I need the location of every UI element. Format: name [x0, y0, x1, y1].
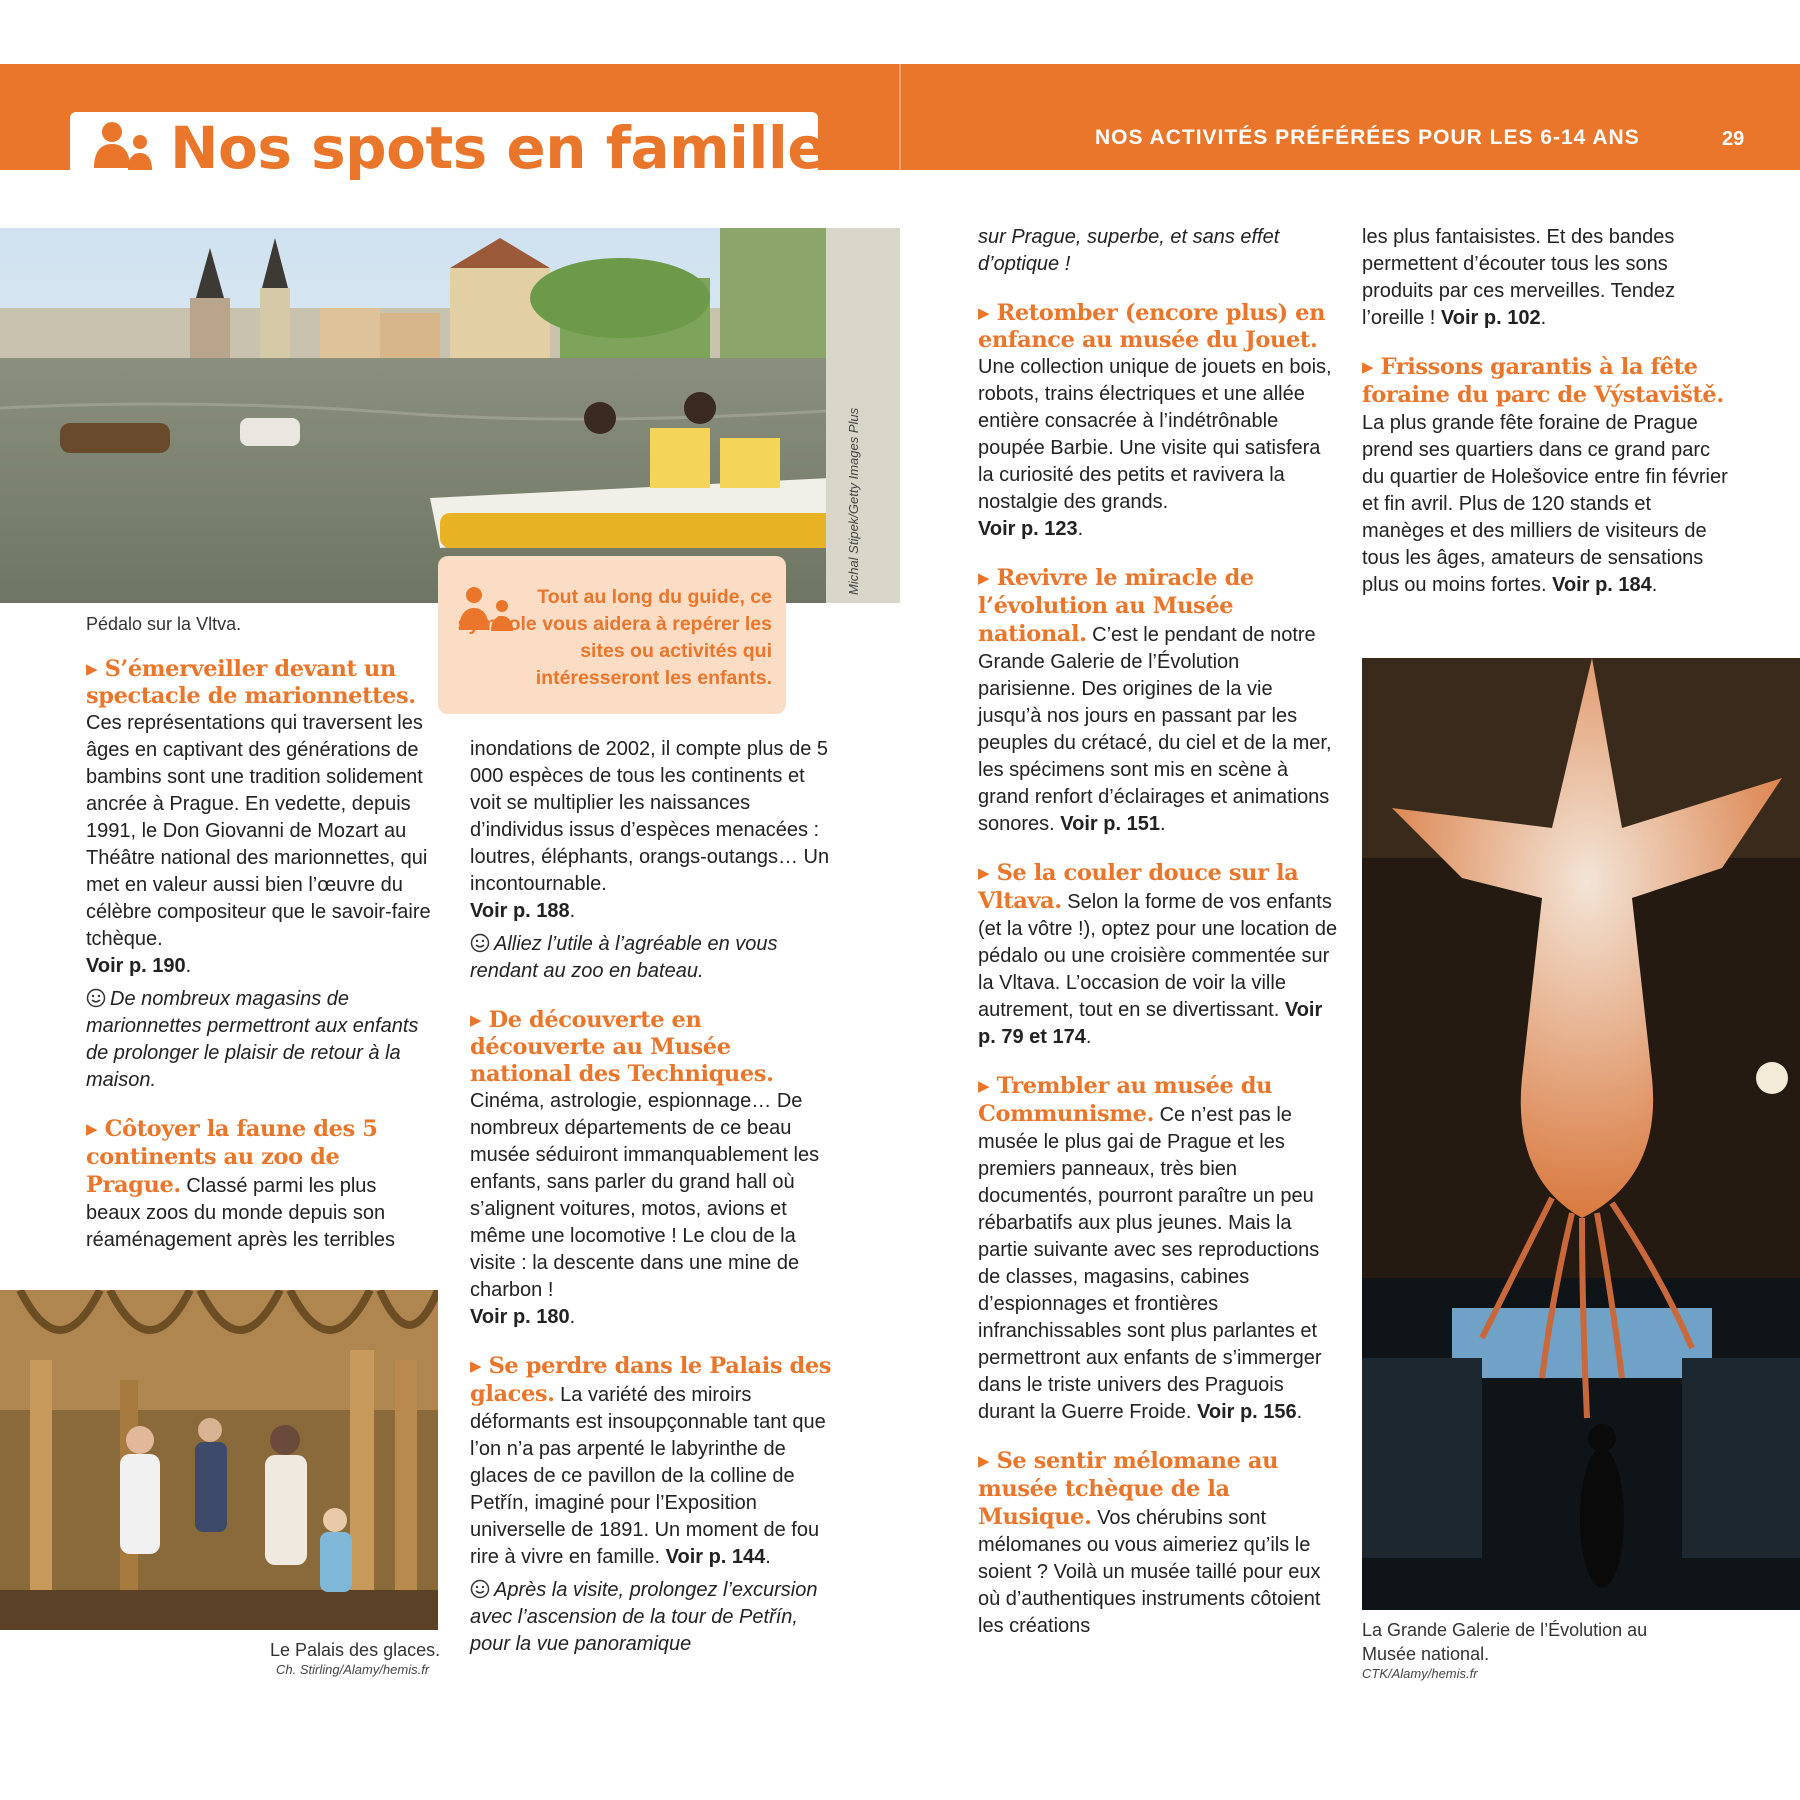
article-marionnettes: ▶ S’émerveiller devant un spectacle de marionnettes. Ces représentations qui traversent les âges en captivant des générations de bambins sont une tradition solidement ancrée à Prague. En vedette, depuis 1991, le Don Giovanni de Mozart au Théâtre national des marionnettes, qui met en valeur aussi bien l’œuvre du célèbre compositeur que le savoir-faire tchèque. Voir p. 190. De nombreux magasins de marionnettes permettront aux enfants de prolonger le plaisir de retour à la maison. [86, 656, 436, 1094]
page-title: Nos spots en famille [170, 114, 827, 182]
article-zoo-cont: inondations de 2002, il compte plus de 5 000 espèces de tous les continents et voit se multiplier les naissances d’individus issus d’espèces menacées : loutres, éléphants, orangs-outangs… Un incontournable. Voir p. 188. Alliez l’utile à l’agréable en vous rendant au zoo en bateau. [470, 736, 832, 985]
page-gutter [899, 64, 901, 170]
body-musique: Vos chérubins sont mélomanes ou vous aimeriez qu’ils le soient ? Voilà un musée taillé pour eux où d’authentiques instruments côtoient les créations [978, 1507, 1321, 1637]
page-ref: Voir p. 156 [1197, 1401, 1297, 1423]
tip-text: De nombreux magasins de marionnettes permettront aux enfants de prolonger le plaisir de retour à la maison. [86, 988, 419, 1091]
article-musique [978, 1448, 1338, 1640]
column-2 [470, 736, 832, 1680]
page-ref: Voir p. 102 [1440, 307, 1541, 329]
arrow-icon: ▶ [470, 1011, 482, 1029]
column-1 [86, 656, 436, 1276]
body-zoo: Classé parmi les plus beaux zoos du monde depuis son réaménagement après les terribles [86, 1175, 396, 1251]
article-evolution: ▶ Revivre le miracle de l’évolution au Musée national. C’est le pendant de notre Grande Galerie de l’Évolution parisienne. Des origines de la vie jusqu’à nos jours en passant par les peuples du crétacé, du ciel et de la mer, les spécimens sont mis en scène à grand renfort d’éclairages et animations sonores. Voir p. 151. [978, 565, 1332, 835]
heading-text: De découverte en découverte au Musée national des Techniques. [470, 1007, 774, 1087]
pedalo-caption: Pédalo sur la Vltva. [86, 614, 242, 634]
body-communisme: Ce n’est pas le musée le plus gai de Prague et les premiers panneaux, très bien documentés, pourront paraître un peu rébarbatifs aux plus jeunes. Mais la partie suivante avec ses reproductions de classes, magasins, cabines d’espionnages et frontières infranchissables sont plus parlantes et permettront aux enfants de s’immerger dans le triste univers des Praguois durant la Guerre Froide. [978, 1104, 1322, 1423]
body-jouet: Une collection unique de jouets en bois, robots, trains électriques et une allée entière consacrée à l’indétrônable poupée Barbie. Une visite qui satisfera la curiosité des petits et ravivera la nostalgie des grands. [978, 356, 1332, 513]
body-zoo-cont: inondations de 2002, il compte plus de 5 000 espèces de tous les continents et voit se multiplier les naissances d’individus issus d’espèces menacées : loutres, éléphants, orangs-outangs… Un incontournable. [470, 738, 830, 895]
heading-text: Trembler au musée du Communisme. [978, 1073, 1273, 1127]
column-4 [1362, 224, 1732, 621]
heading-techniques [470, 1007, 832, 1088]
tip-marionnettes [86, 986, 436, 1094]
tip-text: Alliez l’utile à l’agréable en vous rendant au zoo en bateau. [470, 933, 778, 982]
body-vltava: Selon la forme de vos enfants (et la vôtre !), optez pour une location de pédalo ou une croisière commentée sur la Vltava. L’occasion de voir la ville autrement, tout en se divertissant. [978, 891, 1338, 1021]
arrow-icon: ▶ [978, 1452, 990, 1470]
page-ref: Voir p. 184 [1552, 574, 1652, 596]
pedalo-credit: Michal Stipek/Getty Images Plus [846, 407, 861, 595]
heading-text: Revivre le miracle de l’évolution au Musée national. [978, 565, 1254, 647]
page-ref: Voir p. 180 [470, 1306, 570, 1328]
heading-marionnettes [86, 656, 436, 710]
smiley-icon [86, 988, 106, 1008]
article-fete: ▶ Frissons garantis à la fête foraine du parc de Výstaviště. La plus grande fête foraine de Prague prend ses quartiers dans ce grand parc du quartier de Holešovice entre fin février et fin avril. Plus de 120 stands et manèges et des milliers de visiteurs de tous les âges, amateurs de sensations plus ou moins fortes. Voir p. 184. [1362, 354, 1728, 596]
body-musique-cont: les plus fantaisistes. Et des bandes permettent d’écouter tous les sons produits par ces merveilles. Tendez l’oreille ! [1362, 226, 1676, 329]
article-musique-cont: les plus fantaisistes. Et des bandes permettent d’écouter tous les sons produits par ces merveilles. Tendez l’oreille ! Voir p. 102. [1362, 226, 1676, 329]
page-ref: Voir p. 123 [978, 518, 1078, 540]
palais-caption: Le Palais des glaces. [270, 1640, 441, 1660]
palais-photo [0, 1290, 438, 1630]
palais-credit: Ch. Stirling/Alamy/hemis.fr [276, 1662, 430, 1677]
tip-text: Après la visite, prolongez l’excursion avec l’ascension de la tour de Petřín, pour la vue panoramique [470, 1579, 818, 1655]
article-zoo [86, 1116, 436, 1254]
article-techniques: ▶ De découverte en découverte au Musée national des Techniques. Cinéma, astrologie, espionnage… De nombreux départements de ce beau musée séduiront immanquablement les enfants, sans parler du grand hall où s’alignent voitures, motos, avions et même une locomotive ! Le clou de la visite : la descente dans une mine de charbon ! Voir p. 180. [470, 1007, 832, 1331]
body-marionnettes: Ces représentations qui traversent les âges en captivant des générations de bambins sont une tradition solidement ancrée à Prague. En vedette, depuis 1991, le Don Giovanni de Mozart au Théâtre national des marionnettes, qui met en valeur aussi bien l’œuvre du célèbre compositeur que le savoir-faire tchèque. [86, 712, 431, 950]
body-evolution: C’est le pendant de notre Grande Galerie de l’Évolution parisienne. Des origines de la vie jusqu’à nos jours en passant par les peuples du crétacé, du ciel et de la mer, les spécimens sont mis en scène à grand renfort d’éclairages et animations sonores. [978, 624, 1332, 835]
body-techniques: Cinéma, astrologie, espionnage… De nombreux départements de ce beau musée séduiront immanquablement les enfants, sans parler du grand hall où s’alignent voitures, motos, avions et même une locomotive ! Le clou de la visite : la descente dans une mine de charbon ! [470, 1090, 820, 1301]
arrow-icon: ▶ [86, 660, 98, 678]
heading-text: Retomber (encore plus) en enfance au musée du Jouet. [978, 300, 1326, 353]
smiley-icon [470, 933, 490, 953]
heading-text: Se perdre dans le Palais des glaces. [470, 1353, 832, 1407]
heading-fete [1362, 354, 1724, 408]
smiley-icon [470, 1579, 490, 1599]
arrow-icon: ▶ [978, 864, 990, 882]
arrow-icon: ▶ [978, 1077, 990, 1095]
page-ref: Voir p. 188 [470, 900, 570, 922]
musee-caption: La Grande Galerie de l’Évolution au Musée national. [1362, 1620, 1648, 1664]
family-icon [92, 120, 156, 172]
page-ref: Voir p. 144 [665, 1546, 766, 1568]
tip-palais [470, 1577, 832, 1658]
column-3 [978, 224, 1338, 1662]
heading-jouet [978, 300, 1338, 354]
arrow-icon: ▶ [978, 569, 990, 587]
arrow-icon: ▶ [1362, 358, 1374, 376]
article-vltava: ▶ Se la couler douce sur la Vltava. Selon la forme de vos enfants (et la vôtre !), optez pour une location de pédalo ou une croisière commentée sur la Vltava. L’occasion de voir la ville autrement, tout en se divertissant. Voir p. 79 et 174. [978, 860, 1338, 1048]
tip-palais-cont: sur Prague, superbe, et sans effet d’optique ! [978, 226, 1280, 275]
page-number: 29 [1722, 128, 1745, 150]
tip-zoo [470, 931, 832, 985]
arrow-icon: ▶ [470, 1357, 482, 1375]
musee-credit: CTK/Alamy/hemis.fr [1362, 1666, 1478, 1681]
page-ref: Voir p. 79 et 174 [978, 999, 1323, 1048]
body-fete: La plus grande fête foraine de Prague prend ses quartiers dans ce grand parc du quartier de Holešovice entre fin février et fin avril. Plus de 120 stands et manèges et des milliers de visiteurs de tous les âges, amateurs de sensations plus ou moins fortes. [1362, 412, 1728, 596]
article-jouet: ▶ Retomber (encore plus) en enfance au musée du Jouet. Une collection unique de jouets en bois, robots, trains électriques et une allée entière consacrée à l’indétrônable poupée Barbie. Une visite qui satisfera la curiosité des petits et ravivera la nostalgie des grands. Voir p. 123. [978, 300, 1338, 543]
arrow-icon: ▶ [978, 304, 990, 322]
arrow-icon: ▶ [86, 1120, 98, 1138]
page-ref: Voir p. 190 [86, 955, 186, 977]
pedalo-photo [0, 228, 900, 603]
heading-text: S’émerveiller devant un spectacle de marionnettes. [86, 656, 416, 709]
page-ref: Voir p. 151 [1060, 813, 1160, 835]
musee-photo [1362, 658, 1800, 1610]
heading-text: Se la couler douce sur la Vltava. [978, 860, 1299, 914]
heading-text: Frissons garantis à la fête foraine du parc de Výstaviště. [1362, 354, 1724, 408]
heading-text: Côtoyer la faune des 5 continents au zoo de Prague. [86, 1116, 378, 1198]
callout-text: Tout au long du guide, ce symbole vous aidera à repérer les sites ou activités qui intéresseront les enfants. [457, 586, 772, 689]
article-communisme: ▶ Trembler au musée du Communisme. Ce n’est pas le musée le plus gai de Prague et les premiers panneaux, très bien documentés, pourront paraître un peu rébarbatifs aux plus jeunes. Mais la partie suivante avec ses reproductions de classes, magasins, cabines d’espionnages et frontières infranchissables sont plus parlantes et permettront aux enfants de s’immerger dans le triste univers des Praguois durant la Guerre Froide. Voir p. 156. [978, 1073, 1322, 1423]
running-head: NOS ACTIVITÉS PRÉFÉRÉES POUR LES 6-14 ANS [1095, 126, 1640, 149]
heading-text: Se sentir mélomane au musée tchèque de la Musique. [978, 1448, 1279, 1530]
article-palais: ▶ Se perdre dans le Palais des glaces. La variété des miroirs déformants est insoupçonnable tant que l’on n’a pas arpenté le labyrinthe de glaces de ce pavillon de la colline de Petřín, imaginé pour l’Exposition universelle de 1891. Un moment de fou rire à vivre en famille. Voir p. 144. Après la visite, prolongez l’excursion avec l’ascension de la tour de Petřín, pour la vue panoramique [470, 1353, 832, 1658]
body-palais: La variété des miroirs déformants est insoupçonnable tant que l’on n’a pas arpenté le labyrinthe de glaces de ce pavillon de la colline de Petřín, imaginé pour l’Exposition universelle de 1891. Un moment de fou rire à vivre en famille. [470, 1384, 826, 1568]
